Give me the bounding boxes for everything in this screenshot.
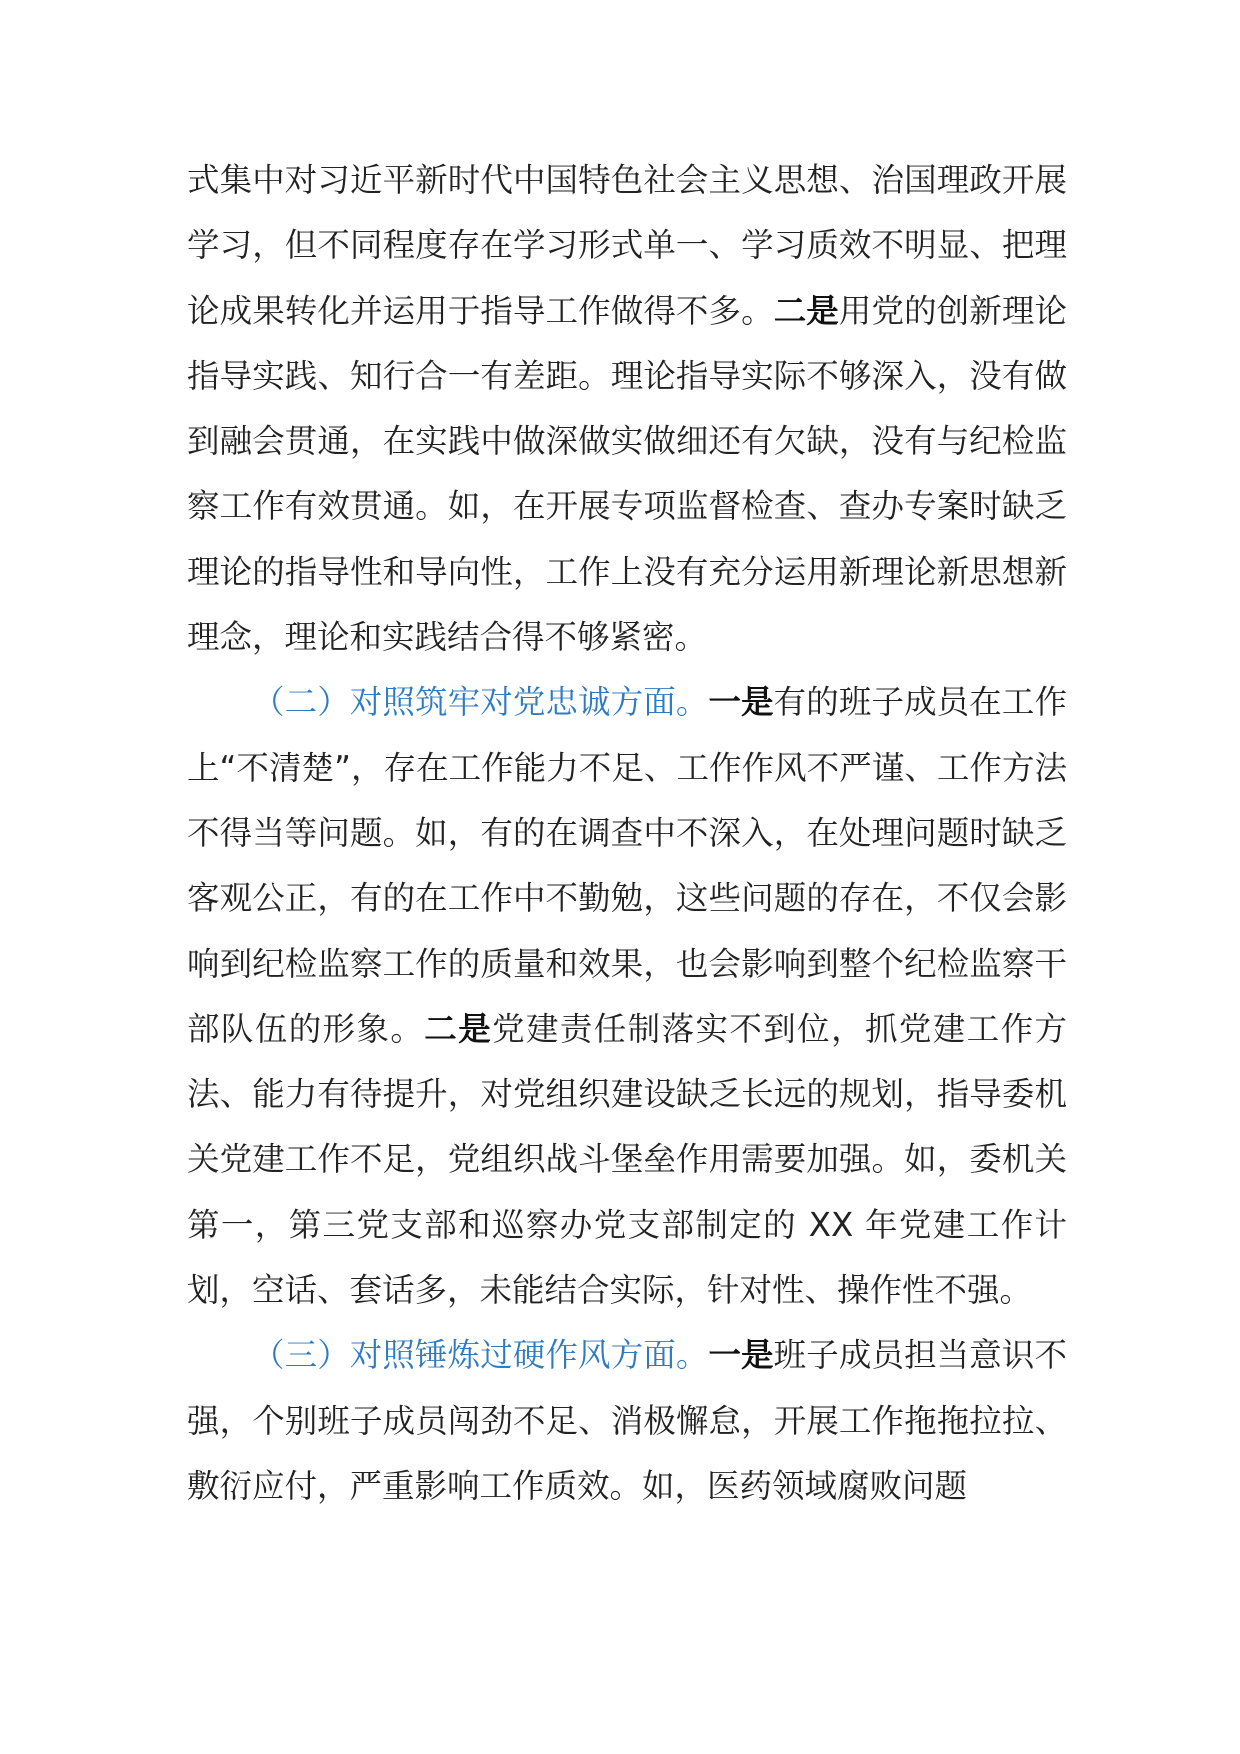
paragraph-2-emphasis-erishi: 二是 <box>424 1009 493 1048</box>
paragraph-1-text-1: 式集中对习近平新时代中国特色社会主义思想、治国理政开展学习，但不同程度存在学习形式单一、学习质效不明显、把理论成果转化并运用于指导工作做得不多。 <box>187 161 1067 330</box>
paragraph-1 <box>187 148 1067 670</box>
section-heading-3: （三）对照锤炼过硬作风方面。 <box>252 1336 709 1375</box>
paragraph-1-emphasis-erishi: 二是 <box>773 291 839 330</box>
paragraph-2-emphasis-yishi: 一是 <box>708 683 774 722</box>
paragraph-3-text-1: 班子成员担当意识不强，个别班子成员闯劲不足、消极懈怠，开展工作拖拖拉拉、敷衍应付，严重影响工作质效。如，医药领域腐败问题 <box>187 1336 1067 1505</box>
paragraph-2 <box>187 670 1067 1323</box>
paragraph-2-text-2: 党建责任制落实不到位，抓党建工作方法、能力有待提升，对党组织建设缺乏长远的规划，指导委机关党建工作不足，党组织战斗堡垒作用需要加强。如，委机关第一，第三党支部和巡察办党支部制定的 XX 年党建工作计划，空话、套话多，未能结合实际，针对性、操作性不强。 <box>187 1009 1067 1310</box>
paragraph-1-text-2: 用党的创新理论指导实践、知行合一有差距。理论指导实际不够深入，没有做到融会贯通，在实践中做深做实做细还有欠缺，没有与纪检监察工作有效贯通。如，在开展专项监督检查、查办专案时缺乏理论的指导性和导向性，工作上没有充分运用新理论新思想新理念，理论和实践结合得不够紧密。 <box>187 291 1067 657</box>
paragraph-3 <box>187 1323 1067 1519</box>
section-heading-2: （二）对照筑牢对党忠诚方面。 <box>252 683 709 722</box>
document-page <box>187 148 1067 1519</box>
paragraph-3-emphasis-yishi: 一是 <box>708 1336 774 1375</box>
paragraph-2-text-1: 有的班子成员在工作上“不清楚”，存在工作能力不足、工作作风不严谨、工作方法不得当等问题。如，有的在调查中不深入，在处理问题时缺乏客观公正，有的在工作中不勤勉，这些问题的存在，不仅会影响到纪检监察工作的质量和效果，也会影响到整个纪检监察干部队伍的形象。 <box>187 683 1067 1048</box>
